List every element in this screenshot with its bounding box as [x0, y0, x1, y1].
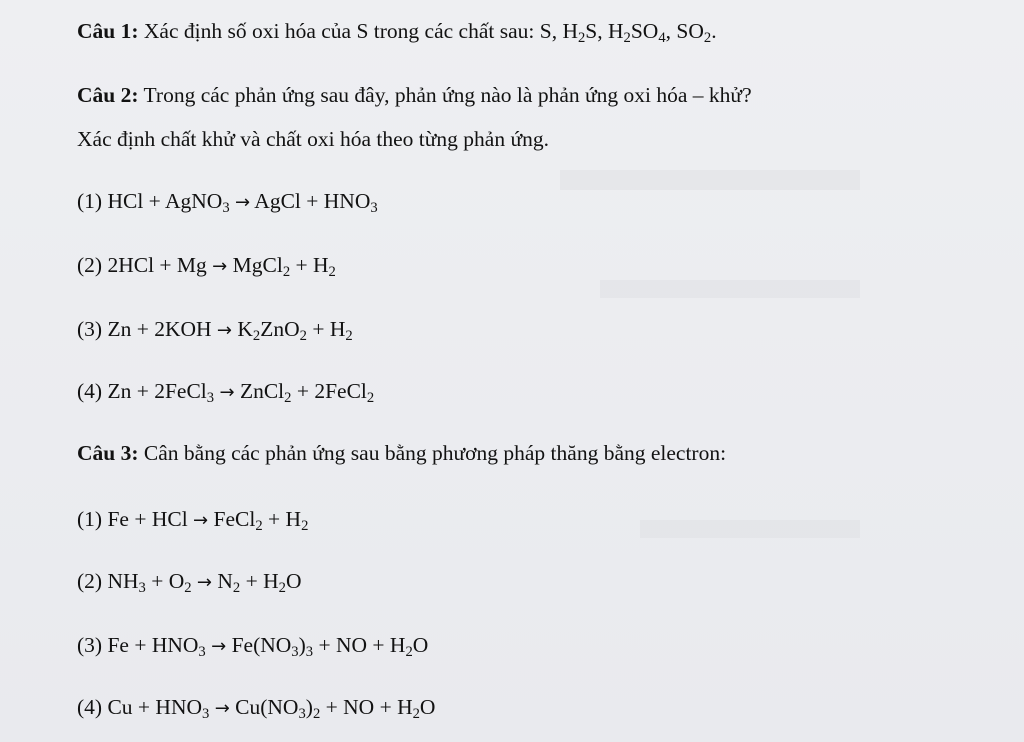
q3-reaction-1: (1) Fe + HCl → FeCl$_2$ + $H_2$ [77, 507, 309, 535]
question-1-label: Câu 1: [77, 19, 139, 43]
reaction-arrow-icon: → [214, 698, 230, 719]
question-2: Câu 2: Trong các phản ứng sau đây, phản ứng nào là phản ứng oxi hóa – khử? [77, 83, 752, 107]
reaction-arrow-icon: → [193, 510, 209, 531]
reaction-arrow-icon: → [211, 636, 227, 657]
question-3-label: Câu 3: [77, 441, 139, 465]
q3-reaction-2: (2) $NH_3 + O_2 \to N_2 + H_2O$ [77, 569, 302, 597]
bleed-through [600, 280, 860, 298]
q2-reaction-4: (4) Zn + 2FeCl$_3$ → ZnCl$_2$ + 2FeCl$_2$ [77, 379, 375, 407]
reaction-arrow-icon: → [235, 192, 251, 213]
question-2-line-2: Xác định chất khử và chất oxi hóa theo từng phản ứng. [77, 127, 550, 151]
q2-reaction-2: (2) 2HCl + Mg → MgCl$_2$ + $H_2$ [77, 253, 336, 281]
reaction-arrow-icon: → [216, 320, 233, 341]
bleed-through [640, 520, 860, 538]
q3-reaction-4: (4) $Cu + HNO_3 \to Cu(NO_3)_2$ + NO + $H_2O$ [77, 695, 436, 723]
reaction-arrow-icon: → [212, 256, 228, 277]
question-2-label: Câu 2: [77, 83, 139, 107]
question-1: Câu 1: Xác định số oxi hóa của S trong các chất sau: S, $H_2S$, $H_2SO_4$, $SO_2$. [77, 19, 717, 47]
q3-reaction-3: (3) $Fe + HNO_3 \to Fe(NO_3)_3$ + NO + $H_2O$ [77, 633, 429, 661]
reaction-arrow-icon: → [219, 382, 235, 403]
question-3: Câu 3: Cân bằng các phản ứng sau bằng phương pháp thăng bằng electron: [77, 441, 727, 465]
q2-reaction-1: (1) HCl + AgNO$_3$ → AgCl + $HNO_3$ [77, 189, 378, 217]
q2-reaction-3: (3) $Zn + 2KOH \to K_2ZnO_2 + H_2$ [77, 317, 353, 345]
reaction-arrow-icon: → [196, 572, 213, 593]
bleed-through [560, 170, 860, 190]
